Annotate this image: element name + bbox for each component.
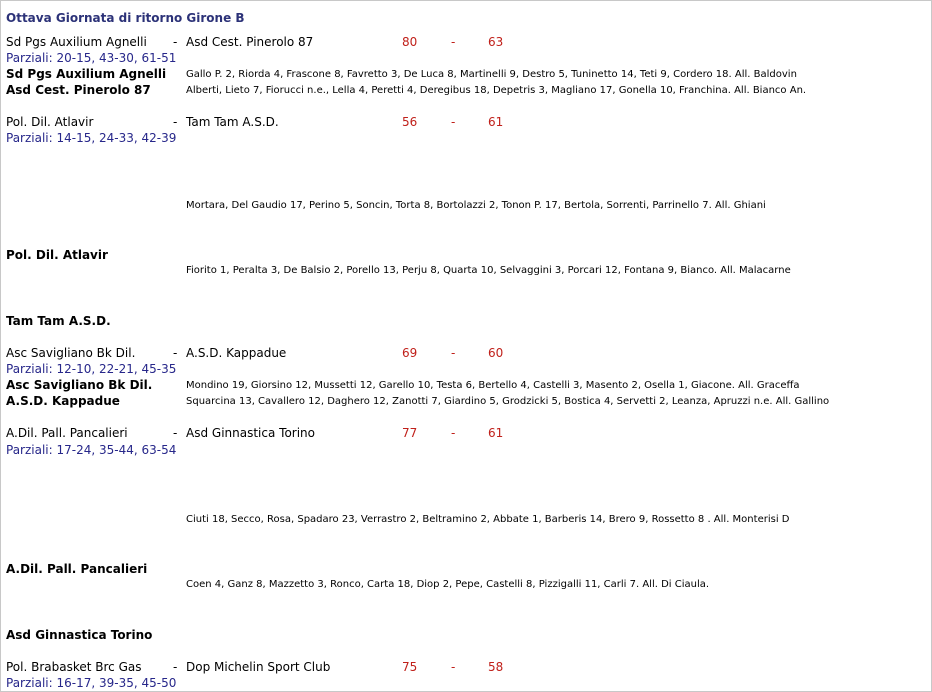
away-team-label: Tam Tam A.S.D. [6,314,111,328]
home-team-label: Pol. Dil. Atlavir [6,248,108,262]
score-separator: - [451,115,456,129]
home-team: Pol. Brabasket Brc Gas [6,660,142,674]
away-team-label: A.S.D. Kappadue [6,394,120,408]
away-team: Dop Michelin Sport Club [186,660,331,674]
score-separator: - [451,35,456,49]
home-score: 56 [402,115,418,129]
team-separator: - [173,346,178,360]
away-score: 61 [488,426,504,440]
home-team: Pol. Dil. Atlavir [6,115,94,129]
away-roster: Coen 4, Ganz 8, Mazzetto 3, Ronco, Carta 18, Diop 2, Pepe, Castelli 8, Pizzigalli 11, Carli 7. All. Di Ciaula. [186,579,710,590]
home-roster: Ciuti 18, Secco, Rosa, Spadaro 23, Verrastro 2, Beltramino 2, Abbate 1, Barberis 14, Brero 9, Rossetto 8 . All. Monterisi D [186,514,790,525]
score-separator: - [451,346,456,360]
home-team-label: Sd Pgs Auxilium Agnelli [6,67,167,81]
away-score: 63 [488,35,504,49]
score-separator: - [451,426,456,440]
page-title: Ottava Giornata di ritorno Girone B [6,11,245,25]
away-team: Asd Cest. Pinerolo 87 [186,35,314,49]
away-team: Asd Ginnastica Torino [186,426,315,440]
partial-scores: Parziali: 20-15, 43-30, 61-51 [6,51,177,65]
home-team-label: Asc Savigliano Bk Dil. [6,378,153,392]
partial-scores: Parziali: 12-10, 22-21, 45-35 [6,362,177,376]
away-team: A.S.D. Kappadue [186,346,287,360]
away-roster: Fiorito 1, Peralta 3, De Balsio 2, Porello 13, Perju 8, Quarta 10, Selvaggini 3, Porcari 12, Fontana 9, Bianco. All. Malacarne [186,265,791,276]
away-team-label: Asd Cest. Pinerolo 87 [6,83,151,97]
away-team-label: Asd Ginnastica Torino [6,628,153,642]
home-team: A.Dil. Pall. Pancalieri [6,426,128,440]
away-team: Tam Tam A.S.D. [186,115,279,129]
away-roster: Squarcina 13, Cavallero 12, Daghero 12, Zanotti 7, Giardino 5, Grodzicki 5, Bostica 4, Servetti 2, Leanza, Apruzzi n.e. All. Gallino [186,396,830,407]
team-separator: - [173,115,178,129]
home-roster: Mortara, Del Gaudio 17, Perino 5, Soncin, Torta 8, Bortolazzi 2, Tonon P. 17, Bertola, Sorrenti, Parrinello 7. All. Ghiani [186,200,766,211]
home-team-label: A.Dil. Pall. Pancalieri [6,562,148,576]
home-score: 75 [402,660,418,674]
home-team: Asc Savigliano Bk Dil. [6,346,136,360]
away-score: 61 [488,115,504,129]
partial-scores: Parziali: 17-24, 35-44, 63-54 [6,443,177,457]
home-score: 69 [402,346,418,360]
home-roster: Gallo P. 2, Riorda 4, Frascone 8, Favretto 3, De Luca 8, Martinelli 9, Destro 5, Tuninetto 14, Teti 9, Cordero 18. All. Baldovin [186,69,797,80]
away-score: 60 [488,346,504,360]
home-team: Sd Pgs Auxilium Agnelli [6,35,147,49]
team-separator: - [173,426,178,440]
away-score: 58 [488,660,504,674]
partial-scores: Parziali: 14-15, 24-33, 42-39 [6,131,177,145]
home-score: 77 [402,426,418,440]
score-separator: - [451,660,456,674]
team-separator: - [173,35,178,49]
home-roster: Mondino 19, Giorsino 12, Mussetti 12, Garello 10, Testa 6, Bertello 4, Castelli 3, Masento 2, Osella 1, Giacone. All. Graceffa [186,380,800,391]
home-score: 80 [402,35,418,49]
partial-scores: Parziali: 16-17, 39-35, 45-50 [6,676,177,690]
team-separator: - [173,660,178,674]
away-roster: Alberti, Lieto 7, Fiorucci n.e., Lella 4, Peretti 4, Deregibus 18, Depetris 3, Magliano 17, Gonella 10, Franchina. All. Bianco An. [186,85,807,96]
